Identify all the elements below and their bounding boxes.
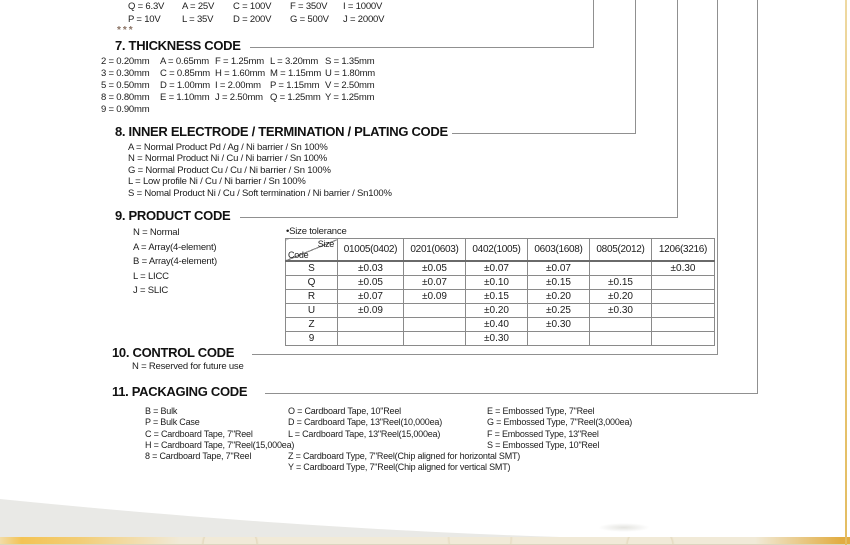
tolerance-cell: ±0.40 [466, 317, 528, 331]
packaging-code-item: P = Bulk Case [145, 417, 200, 428]
tolerance-cell: ±0.09 [404, 289, 466, 303]
tolerance-cell: ±0.30 [590, 303, 652, 317]
tolerance-cell: ±0.30 [652, 261, 715, 276]
voltage-code-item: I = 1000V [343, 1, 383, 12]
tolerance-cell: ±0.05 [404, 261, 466, 276]
voltage-code-item: L = 35V [182, 13, 214, 25]
scan-smudge [598, 523, 650, 532]
row-code-cell: S [286, 261, 338, 276]
thickness-code-item: C = 0.85mm [160, 68, 211, 79]
tolerance-cell [652, 289, 715, 303]
footer-gold-corner-right [755, 537, 850, 544]
tolerance-cell: ±0.15 [466, 289, 528, 303]
table-row [286, 331, 715, 345]
tolerance-cell [404, 303, 466, 317]
row-code-cell: Z [286, 317, 338, 331]
thickness-code-item: 2 = 0.20mm [101, 56, 150, 67]
packaging-code-item [288, 440, 520, 451]
section-connector-line-11 [265, 393, 758, 394]
voltage-code-list [128, 1, 384, 26]
plating-code-item: N = Normal Product Ni / Cu / Ni barrier / Sn 100% [128, 153, 328, 165]
thickness-code-item: J = 2.50mm [215, 92, 263, 103]
table-row [286, 275, 715, 289]
tolerance-cell [590, 261, 652, 276]
tolerance-cell [404, 331, 466, 345]
voltage-code-item: F = 350V [290, 1, 328, 12]
thickness-code-item: Q = 1.25mm [270, 92, 321, 103]
voltage-code-item: Q = 6.3V [128, 1, 165, 12]
table-col-header: 1206(3216) [652, 239, 715, 261]
plating-code-item: G = Normal Product Cu / Cu / Ni barrier / Sn 100% [128, 164, 331, 176]
thickness-code-item: M = 1.15mm [270, 68, 322, 79]
section-connector-line-9 [240, 217, 678, 218]
tolerance-cell: ±0.20 [590, 289, 652, 303]
packaging-code-item: S = Embossed Type, 10"Reel [487, 439, 600, 450]
tolerance-cell [528, 331, 590, 345]
thickness-code-item: A = 0.65mm [160, 56, 209, 67]
section-bracket-line-7 [593, 0, 594, 47]
tolerance-cell: ±0.05 [338, 275, 404, 289]
voltage-code-item: P = 10V [128, 13, 161, 25]
footer-decor-band [0, 537, 850, 545]
tolerance-cell: ±0.07 [528, 261, 590, 276]
tolerance-cell: ±0.07 [338, 289, 404, 303]
row-code-cell: 9 [286, 331, 338, 345]
section-connector-line-7 [250, 47, 594, 48]
tolerance-cell [652, 317, 715, 331]
tolerance-cell: ±0.09 [338, 303, 404, 317]
plating-code-list [128, 142, 392, 199]
size-tolerance-caption: •Size tolerance [286, 226, 347, 237]
corner-size-label: Size [317, 239, 334, 249]
packaging-code-item: B = Bulk [145, 406, 178, 416]
product-code-item: J = SLIC [133, 285, 169, 297]
thickness-code-item: P = 1.15mm [270, 80, 320, 91]
section-connector-line-8 [452, 133, 636, 134]
tolerance-cell [338, 317, 404, 331]
table-header-row [286, 239, 715, 261]
table-col-header: 0402(1005) [466, 239, 528, 261]
tolerance-cell: ±0.15 [590, 275, 652, 289]
product-code-item: B = Array(4-element) [133, 256, 217, 268]
tolerance-cell: ±0.25 [528, 303, 590, 317]
section-bracket-line-11 [757, 0, 758, 393]
packaging-code-item: L = Cardboard Tape, 13"Reel(15,000ea) [288, 428, 441, 439]
section-title-packaging: 11. PACKAGING CODE [112, 384, 248, 399]
section-connector-line-10 [252, 354, 718, 355]
thickness-code-item: F = 1.25mm [215, 56, 264, 67]
thickness-code-item: S = 1.35mm [325, 56, 375, 67]
thickness-code-item: D = 1.00mm [160, 80, 211, 91]
thickness-code-item: I = 2.00mm [215, 80, 261, 91]
table-col-header: 0201(0603) [404, 239, 466, 261]
page-gold-edge [845, 0, 847, 545]
packaging-code-item: F = Embossed Type, 13"Reel [487, 428, 599, 439]
packaging-code-column-1 [145, 406, 294, 462]
tolerance-cell [652, 303, 715, 317]
voltage-code-item: J = 2000V [343, 13, 385, 25]
packaging-code-column-3 [487, 406, 632, 451]
tolerance-cell: ±0.30 [528, 317, 590, 331]
section-bracket-line-10 [717, 0, 718, 354]
tolerance-cell [338, 331, 404, 345]
footnote-stars: *** [117, 25, 135, 36]
packaging-code-item: O = Cardboard Tape, 10"Reel [288, 406, 401, 416]
packaging-code-item: Y = Cardboard Type, 7"Reel(Chip aligned for vertical SMT) [288, 462, 511, 473]
packaging-code-item: E = Embossed Type, 7"Reel [487, 406, 595, 416]
row-code-cell: U [286, 303, 338, 317]
tolerance-cell: ±0.20 [466, 303, 528, 317]
product-code-item: L = LICC [133, 270, 169, 282]
thickness-code-item: V = 2.50mm [325, 80, 375, 91]
control-code-list [132, 361, 244, 372]
tolerance-cell [590, 317, 652, 331]
tolerance-cell: ±0.30 [466, 331, 528, 345]
footer-gray-wedge [0, 490, 600, 538]
voltage-code-item: A = 25V [182, 1, 215, 12]
packaging-code-column-2 [288, 406, 520, 474]
table-col-header: 01005(0402) [338, 239, 404, 261]
section-title-plating: 8. INNER ELECTRODE / TERMINATION / PLATING CODE [115, 124, 448, 139]
tolerance-cell: ±0.10 [466, 275, 528, 289]
packaging-code-item: H = Cardboard Tape, 7"Reel(15,000ea) [145, 439, 295, 450]
tolerance-cell: ±0.15 [528, 275, 590, 289]
product-code-list [133, 226, 217, 299]
thickness-code-item: Y = 1.25mm [325, 92, 375, 103]
plating-code-item: L = Low profile Ni / Cu / Ni barrier / Sn 100% [128, 176, 306, 188]
table-col-header: 0805(2012) [590, 239, 652, 261]
footer-gold-glow-left [0, 537, 180, 544]
thickness-code-item: E = 1.10mm [160, 92, 210, 103]
thickness-code-item: 5 = 0.50mm [101, 80, 150, 91]
table-row [286, 261, 715, 276]
packaging-code-item: G = Embossed Type, 7"Reel(3,000ea) [487, 417, 633, 428]
packaging-code-item: 8 = Cardboard Tape, 7"Reel [145, 451, 252, 462]
thickness-code-item: L = 3.20mm [270, 56, 319, 67]
packaging-code-item: D = Cardboard Tape, 13"Reel(10,000ea) [288, 417, 442, 428]
tolerance-cell: ±0.20 [528, 289, 590, 303]
product-code-item: N = Normal [133, 227, 180, 238]
tolerance-cell [652, 331, 715, 345]
plating-code-item: A = Normal Product Pd / Ag / Ni barrier / Sn 100% [128, 142, 328, 153]
table-row [286, 303, 715, 317]
section-bracket-line-8 [635, 0, 636, 133]
table-corner-cell [286, 239, 338, 261]
corner-code-label: Code [288, 249, 309, 260]
tolerance-cell [404, 317, 466, 331]
voltage-code-item: G = 500V [290, 13, 329, 25]
packaging-code-item: Z = Cardboard Type, 7"Reel(Chip aligned for horizontal SMT) [288, 451, 521, 462]
row-code-cell: R [286, 289, 338, 303]
section-title-control: 10. CONTROL CODE [112, 345, 235, 360]
tolerance-cell: ±0.07 [466, 261, 528, 276]
control-code-item: N = Reserved for future use [132, 361, 244, 372]
table-row [286, 289, 715, 303]
tolerance-cell: ±0.03 [338, 261, 404, 276]
table-row [286, 317, 715, 331]
thickness-code-item: 8 = 0.80mm [101, 92, 150, 103]
packaging-code-item: C = Cardboard Tape, 7"Reel [145, 428, 253, 439]
row-code-cell: Q [286, 275, 338, 289]
thickness-code-item: H = 1.60mm [215, 68, 266, 79]
tolerance-cell [652, 275, 715, 289]
voltage-code-item: D = 200V [233, 13, 272, 25]
table-col-header: 0603(1608) [528, 239, 590, 261]
thickness-code-item: 9 = 0.90mm [101, 104, 150, 115]
thickness-code-list [101, 56, 375, 116]
section-bracket-line-9 [677, 0, 678, 217]
section-title-thickness: 7. THICKNESS CODE [115, 38, 241, 53]
product-code-item: A = Array(4-element) [133, 241, 217, 253]
tolerance-cell: ±0.07 [404, 275, 466, 289]
thickness-code-item: 3 = 0.30mm [101, 68, 150, 79]
thickness-code-item: U = 1.80mm [325, 68, 376, 79]
size-tolerance-table [285, 238, 715, 346]
section-title-product: 9. PRODUCT CODE [115, 208, 231, 223]
voltage-code-item: C = 100V [233, 1, 272, 12]
plating-code-item: S = Nomal Product Ni / Cu / Soft termination / Ni barrier / Sn100% [128, 187, 392, 199]
tolerance-cell [590, 331, 652, 345]
